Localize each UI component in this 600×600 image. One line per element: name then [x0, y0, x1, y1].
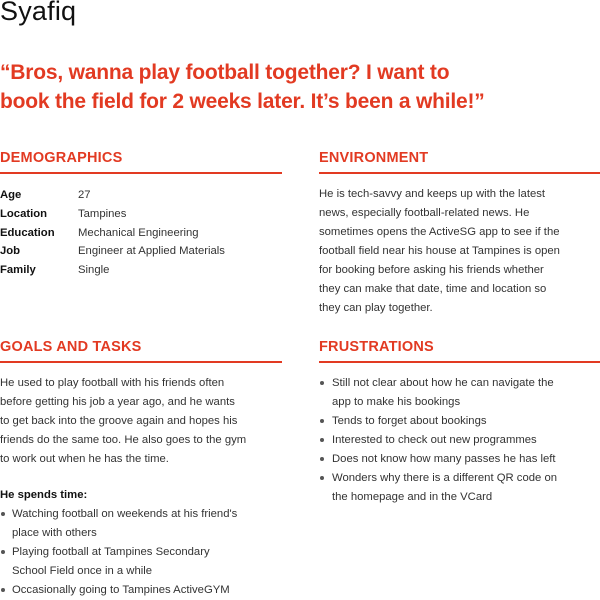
- demographics-label: Education: [0, 226, 55, 239]
- goals-divider: [0, 361, 282, 363]
- demographics-row-age: [0, 186, 282, 205]
- demographics-title: DEMOGRAPHICS: [0, 150, 123, 166]
- demographics-value: Mechanical Engineering: [78, 226, 199, 239]
- demographics-label: Location: [0, 207, 48, 220]
- demographics-value: 27: [78, 189, 91, 201]
- list-item-line: Playing football at Tampines Secondary: [12, 546, 210, 558]
- list-item: [319, 469, 600, 507]
- demographics-label: Age: [0, 189, 22, 201]
- demographics-label: Job: [0, 245, 21, 258]
- list-item: [0, 581, 282, 600]
- quote-line-2: book the field for 2 weeks later. It’s been a while!”: [0, 90, 485, 113]
- list-item-line: Does not know how many passes he has left: [332, 453, 556, 465]
- goals-line: friends do the same too. He also goes to the gym: [0, 434, 247, 446]
- goals-line: He used to play football with his friends often: [0, 377, 225, 389]
- list-item: [319, 412, 600, 431]
- list-item: [0, 505, 282, 543]
- list-item-line: Interested to check out new programmes: [332, 434, 537, 446]
- demographics-value: Tampines: [78, 207, 127, 220]
- demographics-row-education: [0, 224, 282, 243]
- list-item-line: Still not clear about how he can navigate the: [332, 377, 554, 389]
- environment-line: they can play together.: [319, 302, 433, 314]
- environment-line: they can make that date, time and location so: [319, 283, 547, 295]
- demographics-row-job: [0, 242, 282, 261]
- demographics-row-family: [0, 261, 282, 280]
- frustrations-list: [319, 374, 600, 507]
- spends-time-list: [0, 505, 282, 600]
- goals-line: to work out when he has the time.: [0, 453, 169, 465]
- demographics-value: Engineer at Applied Materials: [78, 245, 225, 258]
- list-item-line: Wonders why there is a different QR code on: [332, 472, 558, 484]
- environment-line: football field near his house at Tampines is open: [319, 245, 560, 257]
- environment-description: [319, 185, 600, 318]
- demographics-value: Single: [78, 264, 110, 277]
- environment-title: ENVIRONMENT: [319, 150, 429, 166]
- demographics-table: [0, 186, 282, 280]
- environment-line: news, especially football-related news. He: [319, 207, 530, 219]
- frustrations-title: FRUSTRATIONS: [319, 339, 434, 355]
- list-item-line: Tends to forget about bookings: [332, 415, 487, 427]
- demographics-section: [0, 148, 282, 280]
- spends-time-label: He spends time:: [0, 489, 88, 501]
- environment-line: for booking before asking his friends whether: [319, 264, 544, 276]
- list-item-line: Occasionally going to Tampines ActiveGYM: [12, 584, 230, 596]
- list-item: [0, 543, 282, 581]
- demographics-label: Family: [0, 264, 36, 277]
- environment-divider: [319, 172, 600, 174]
- list-item: [319, 431, 600, 450]
- environment-line: He is tech-savvy and keeps up with the latest: [319, 188, 546, 200]
- goals-line: before getting his job a year ago, and he wants: [0, 396, 235, 408]
- goals-line: to get back into the groove again and hopes his: [0, 415, 238, 427]
- frustrations-divider: [319, 361, 600, 363]
- environment-section: [319, 148, 600, 318]
- list-item-line: Watching football on weekends at his friend's: [12, 508, 238, 520]
- list-item-line: app to make his bookings: [332, 396, 461, 408]
- goals-section: [0, 337, 282, 600]
- persona-name: Syafiq: [0, 0, 77, 26]
- quote-line-1: “Bros, wanna play football together? I want to: [0, 61, 450, 84]
- list-item: [319, 374, 600, 412]
- goals-description: [0, 374, 282, 469]
- persona-quote: [0, 58, 600, 116]
- demographics-divider: [0, 172, 282, 174]
- goals-title: GOALS AND TASKS: [0, 339, 142, 355]
- list-item: [319, 450, 600, 469]
- demographics-row-location: [0, 205, 282, 224]
- frustrations-section: [319, 337, 600, 507]
- list-item-line: the homepage and in the VCard: [332, 491, 493, 503]
- environment-line: sometimes opens the ActiveSG app to see if the: [319, 226, 560, 238]
- list-item-line: School Field once in a while: [12, 565, 153, 577]
- list-item-line: place with others: [12, 527, 97, 539]
